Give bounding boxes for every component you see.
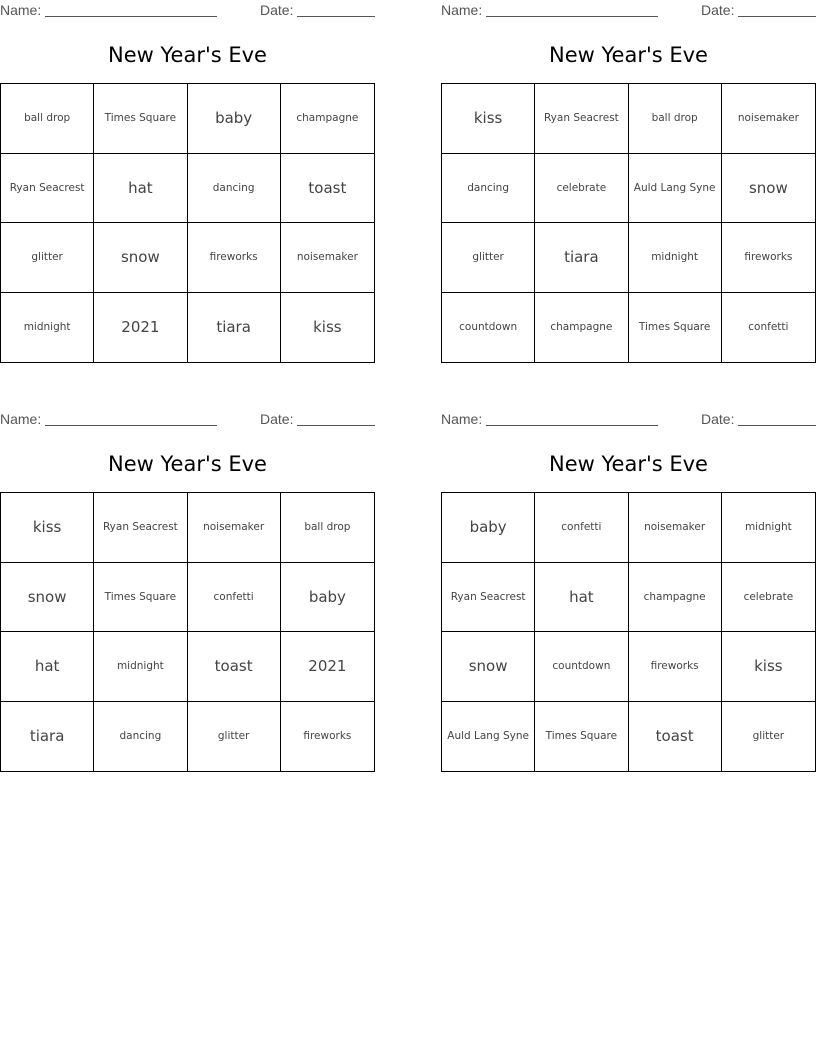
- bingo-cell: Times Square: [94, 563, 187, 633]
- card-title: New Year's Eve: [108, 43, 267, 67]
- bingo-cell: Times Square: [94, 84, 187, 154]
- bingo-cell: glitter: [1, 223, 94, 293]
- date-blank-line: [297, 425, 375, 426]
- bingo-cell: glitter: [188, 702, 281, 772]
- date-label: Date:: [260, 2, 294, 18]
- bingo-cell: toast: [281, 154, 374, 224]
- bingo-cell: snow: [1, 563, 94, 633]
- bingo-cell: dancing: [94, 702, 187, 772]
- bingo-cell: glitter: [442, 223, 535, 293]
- bingo-card: [0, 0, 376, 337]
- bingo-cell: countdown: [535, 632, 628, 702]
- card-header: [0, 409, 376, 431]
- bingo-cell: noisemaker: [188, 493, 281, 563]
- bingo-grid: [441, 83, 816, 363]
- card-header: [441, 0, 816, 22]
- bingo-cell: dancing: [442, 154, 535, 224]
- bingo-cell: midnight: [1, 293, 94, 363]
- date-label: Date:: [701, 2, 735, 18]
- bingo-cell: Auld Lang Syne: [629, 154, 722, 224]
- bingo-cell: confetti: [748, 321, 789, 334]
- bingo-cell: Ryan Seacrest: [1, 154, 94, 224]
- bingo-cell: Ryan Seacrest: [442, 563, 535, 633]
- date-blank-line: [738, 425, 816, 426]
- bingo-cell: 2021: [94, 293, 187, 363]
- bingo-cell: tiara: [188, 293, 281, 363]
- bingo-cell: tiara: [1, 702, 94, 772]
- date-label: Date:: [701, 411, 735, 427]
- bingo-cell: Ryan Seacrest: [94, 493, 187, 563]
- bingo-card: [441, 0, 816, 334]
- name-label: Name:: [0, 2, 42, 18]
- name-label: Name:: [441, 411, 483, 427]
- bingo-cell: snow: [94, 223, 187, 293]
- bingo-cell: hat: [1, 632, 94, 702]
- bingo-cell: kiss: [313, 318, 342, 337]
- bingo-cell: confetti: [535, 493, 628, 563]
- bingo-cell: snow: [442, 632, 535, 702]
- card-header: [0, 0, 376, 22]
- date-label: Date:: [260, 411, 294, 427]
- name-label: Name:: [0, 411, 42, 427]
- name-blank-line: [45, 16, 217, 17]
- bingo-cell: confetti: [188, 563, 281, 633]
- card-title: New Year's Eve: [108, 452, 267, 476]
- bingo-cell: baby: [188, 84, 281, 154]
- bingo-cell: ball drop: [629, 84, 722, 154]
- bingo-cell: ball drop: [281, 493, 374, 563]
- card-title: New Year's Eve: [549, 43, 708, 67]
- bingo-cell: toast: [188, 632, 281, 702]
- bingo-cell: baby: [442, 493, 535, 563]
- bingo-cell: 2021: [281, 632, 374, 702]
- bingo-cell: kiss: [1, 493, 94, 563]
- name-blank-line: [486, 16, 658, 17]
- bingo-cell: midnight: [94, 632, 187, 702]
- bingo-cell: snow: [722, 154, 815, 224]
- bingo-cell: celebrate: [722, 563, 815, 633]
- date-blank-line: [738, 16, 816, 17]
- bingo-cell: kiss: [442, 84, 535, 154]
- bingo-cell: fireworks: [722, 223, 815, 293]
- name-blank-line: [45, 425, 217, 426]
- bingo-cell: celebrate: [535, 154, 628, 224]
- bingo-cell: ball drop: [1, 84, 94, 154]
- name-label: Name:: [441, 2, 483, 18]
- bingo-cell: midnight: [629, 223, 722, 293]
- bingo-cell: Times Square: [535, 702, 628, 772]
- bingo-cell: noisemaker: [281, 223, 374, 293]
- bingo-cell: tiara: [535, 223, 628, 293]
- bingo-cell: fireworks: [629, 632, 722, 702]
- bingo-cell: dancing: [188, 154, 281, 224]
- bingo-cell: hat: [94, 154, 187, 224]
- bingo-grid: [441, 492, 816, 772]
- bingo-cell: hat: [535, 563, 628, 633]
- bingo-card: [441, 409, 816, 746]
- bingo-card: [0, 409, 376, 746]
- card-header: [441, 409, 816, 431]
- bingo-cell: noisemaker: [629, 493, 722, 563]
- bingo-cell: champagne: [535, 293, 628, 363]
- bingo-cell: champagne: [281, 84, 374, 154]
- bingo-cell: fireworks: [188, 223, 281, 293]
- card-title: New Year's Eve: [549, 452, 708, 476]
- bingo-cell: midnight: [722, 493, 815, 563]
- bingo-grid: [0, 492, 375, 772]
- bingo-cell: baby: [281, 563, 374, 633]
- date-blank-line: [297, 16, 375, 17]
- bingo-cell: toast: [629, 702, 722, 772]
- bingo-cell: Ryan Seacrest: [535, 84, 628, 154]
- bingo-cell: Times Square: [629, 293, 722, 363]
- bingo-grid: [0, 83, 375, 363]
- bingo-cell: glitter: [752, 730, 785, 743]
- bingo-cell: countdown: [442, 293, 535, 363]
- bingo-cell: kiss: [722, 632, 815, 702]
- bingo-cell: champagne: [629, 563, 722, 633]
- bingo-cell: Auld Lang Syne: [442, 702, 535, 772]
- bingo-cell: noisemaker: [722, 84, 815, 154]
- bingo-cell: fireworks: [303, 730, 352, 743]
- name-blank-line: [486, 425, 658, 426]
